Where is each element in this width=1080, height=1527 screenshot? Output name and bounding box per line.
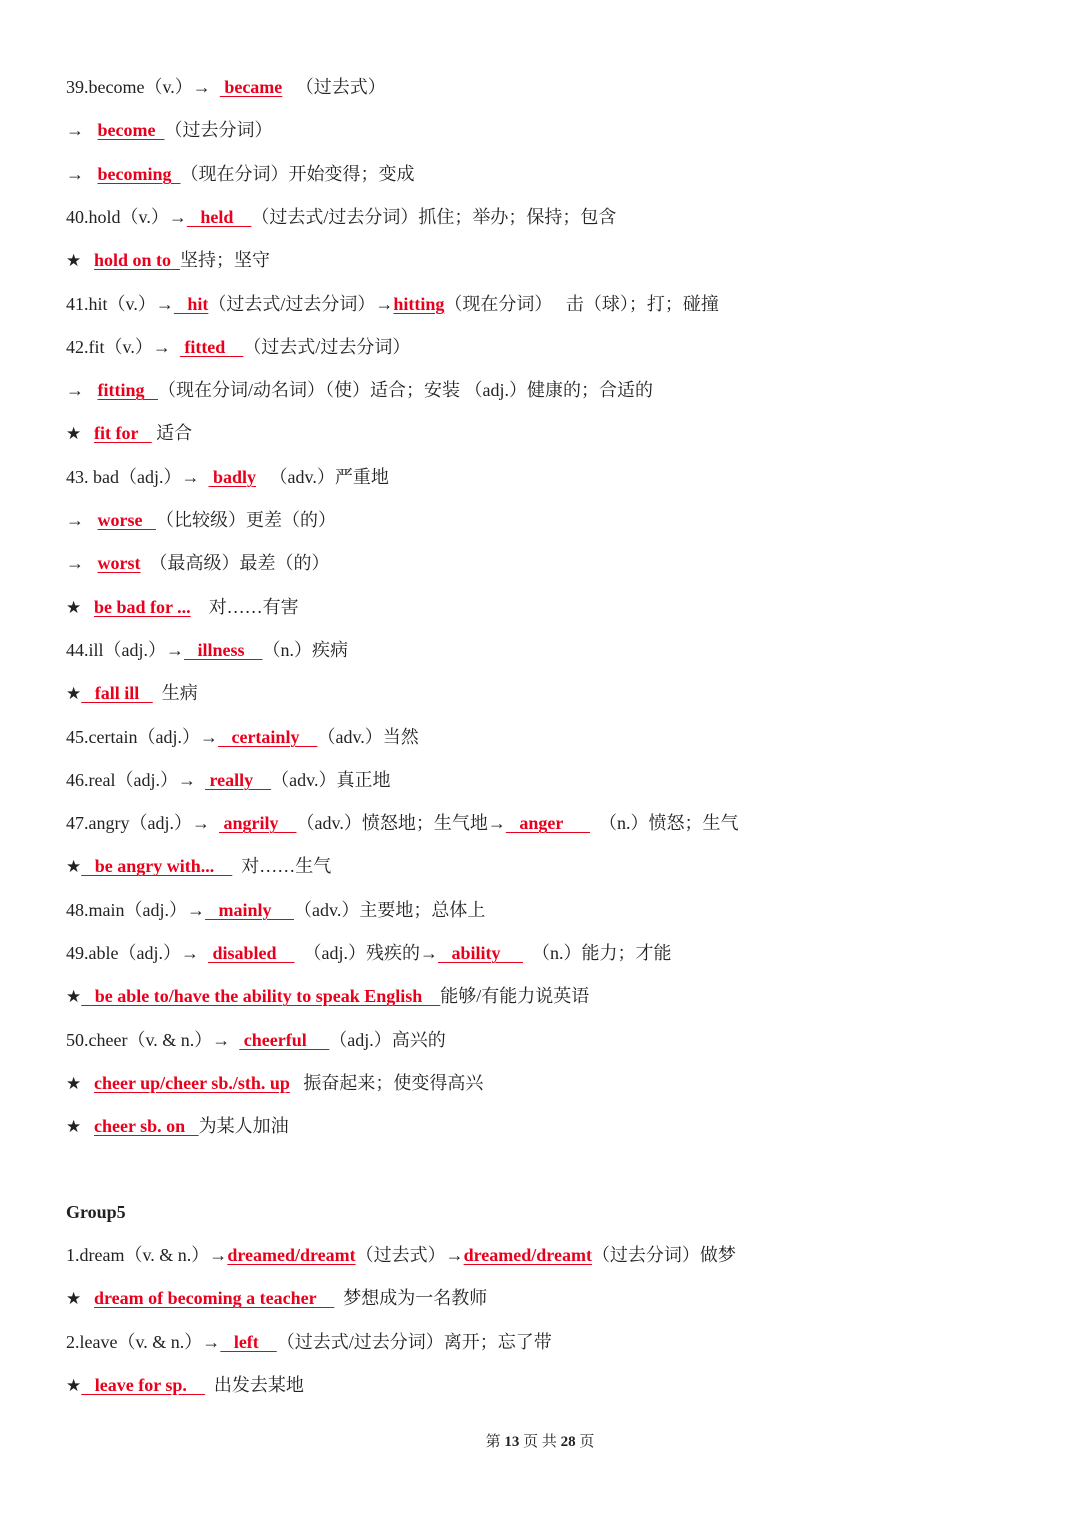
entry-text: （n.）能力；才能 xyxy=(523,943,672,963)
entry-text: （比较级）更差（的） xyxy=(155,510,336,530)
entry-text: ★ xyxy=(66,857,82,877)
entry-line xyxy=(66,768,390,792)
answer-text: be bad for ... xyxy=(94,596,191,617)
entry-line xyxy=(66,595,299,620)
entry-text: 41.hit（v.）→ xyxy=(66,293,174,314)
entry-text: 39.become（v.）→ xyxy=(66,77,220,97)
entry-text: ★ xyxy=(66,1375,82,1395)
answer-text: hold on to xyxy=(94,250,181,271)
entry-text: 为某人加油 xyxy=(198,1116,289,1137)
answer-text: becoming xyxy=(97,163,181,184)
total-pages-number: 28 xyxy=(560,1434,576,1450)
entry-text: （过去式） xyxy=(282,77,386,97)
footer-prefix: 第 xyxy=(485,1434,505,1450)
answer-text: anger xyxy=(505,813,590,834)
answer-text: badly xyxy=(208,466,257,487)
answer-text: cheerful xyxy=(239,1029,330,1050)
entry-line xyxy=(66,248,270,273)
answer-text: worse xyxy=(97,510,156,530)
entry-text: 48.main（adj.）→ xyxy=(66,899,205,920)
entry-line xyxy=(66,335,410,359)
entry-text: （过去式/过去分词）离开；忘了带 xyxy=(276,1331,552,1352)
entry-text: 46.real（adj.）→ xyxy=(66,769,205,790)
entry-text: （adv.）主要地；总体上 xyxy=(294,899,486,920)
answer-text: left xyxy=(220,1331,277,1352)
entry-text: → xyxy=(66,510,98,530)
page-footer xyxy=(0,1432,1080,1452)
entry-text: （现在分词） 击（球）；打；碰撞 xyxy=(444,293,719,314)
answer-text: leave for sp. xyxy=(81,1374,205,1395)
entry-line xyxy=(66,1286,487,1311)
entry-text: 47.angry（adj.）→ xyxy=(66,813,219,834)
entry-text: 出发去某地 xyxy=(204,1374,304,1395)
entry-text: 对……生气 xyxy=(232,856,332,877)
answer-text: be able to/have the ability to speak English xyxy=(81,986,441,1007)
entry-line xyxy=(66,1243,736,1267)
entry-line xyxy=(66,681,198,706)
entry-text: ★ xyxy=(66,1073,94,1093)
answer-text: became xyxy=(219,77,283,97)
answer-text: hitting xyxy=(393,293,445,314)
answer-text: be angry with... xyxy=(81,856,233,877)
answer-text: fitted xyxy=(179,336,244,357)
entry-text: （过去式/过去分词） xyxy=(243,336,411,357)
entry-line xyxy=(66,898,485,922)
entry-text: 振奋起来；使变得高兴 xyxy=(289,1072,484,1093)
entry-line xyxy=(66,551,330,575)
entry-line xyxy=(66,984,589,1009)
entry-text: 生病 xyxy=(152,683,198,704)
entry-line xyxy=(66,1330,552,1354)
entry-text: 50.cheer（v. & n.）→ xyxy=(66,1029,240,1050)
entry-text: ★ xyxy=(66,424,94,444)
current-page-number: 13 xyxy=(504,1434,520,1450)
entry-text: （过去式/过去分词）抓住；举办；保持；包含 xyxy=(251,206,617,227)
entry-line xyxy=(66,508,336,532)
entry-text: 适合 xyxy=(151,423,193,444)
entry-line xyxy=(66,638,348,662)
entry-text: （过去分词）做梦 xyxy=(591,1245,736,1265)
entry-line xyxy=(66,941,672,965)
answer-text: mainly xyxy=(204,899,294,920)
entry-line xyxy=(66,1028,446,1052)
entry-text: 对……有害 xyxy=(190,596,299,617)
answer-text: held xyxy=(186,206,252,227)
entry-line xyxy=(66,1373,304,1398)
entry-line xyxy=(66,292,719,316)
group-heading: Group5 xyxy=(66,1202,126,1222)
entry-text: （n.）疾病 xyxy=(262,639,349,660)
entry-text: ★ xyxy=(66,684,82,704)
entry-line xyxy=(66,725,419,749)
entry-text: （过去分词） xyxy=(164,120,273,141)
entry-line xyxy=(66,118,272,142)
answer-text: worst xyxy=(97,553,141,574)
entry-text: （过去式）→ xyxy=(355,1245,464,1265)
entry-line xyxy=(66,75,386,99)
entry-line xyxy=(66,465,389,489)
entry-text: （adj.）高兴的 xyxy=(329,1029,446,1050)
entry-text: （adv.）严重地 xyxy=(256,466,389,487)
entry-line xyxy=(66,1114,289,1139)
entry-text: 49.able（adj.）→ xyxy=(66,943,208,963)
footer-suffix: 页 xyxy=(575,1434,595,1450)
entry-text: 1.dream（v. & n.）→ xyxy=(66,1245,228,1265)
entry-line xyxy=(66,421,192,446)
entry-text: ★ xyxy=(66,597,94,617)
entry-text: ★ xyxy=(66,987,82,1007)
entry-text: 能够/有能力说英语 xyxy=(440,986,590,1007)
answer-text: cheer sb. on xyxy=(94,1116,199,1137)
entry-text: （最高级）最差（的） xyxy=(140,553,330,574)
entry-line xyxy=(66,1071,483,1096)
answer-text: dream of becoming a teacher xyxy=(94,1288,335,1309)
answer-text: disabled xyxy=(207,943,295,963)
answer-text: illness xyxy=(184,639,263,660)
entry-text: → xyxy=(66,553,98,574)
answer-text: really xyxy=(204,769,272,790)
entry-text: 42.fit（v.）→ xyxy=(66,336,180,357)
answer-text: fitting xyxy=(97,380,158,401)
entry-text: 45.certain（adj.）→ xyxy=(66,726,218,747)
entry-line xyxy=(66,162,415,186)
answer-text: become xyxy=(97,120,165,141)
answer-text: fit for xyxy=(94,423,152,444)
answer-text: fall ill xyxy=(81,683,153,704)
footer-middle: 页 共 xyxy=(519,1434,561,1450)
entry-text: 40.hold（v.）→ xyxy=(66,206,187,227)
entry-text: （过去式/过去分词）→ xyxy=(208,293,394,314)
entry-line xyxy=(66,854,331,879)
answer-text: dreamed/dreamt xyxy=(463,1245,592,1265)
entry-text: 坚持；坚守 xyxy=(180,250,271,271)
entry-line xyxy=(66,205,616,229)
answer-text: certainly xyxy=(217,726,318,747)
entry-text: 44.ill（adj.）→ xyxy=(66,639,184,660)
answer-text: dreamed/dreamt xyxy=(227,1245,356,1265)
entry-text: （n.）愤怒；生气 xyxy=(590,813,739,834)
entry-text: （现在分词）开始变得；变成 xyxy=(180,163,415,184)
entry-line xyxy=(66,811,739,835)
entry-text: （adv.）愤怒地；生气地→ xyxy=(296,813,506,834)
answer-text: hit xyxy=(173,293,209,314)
answer-text: cheer up/cheer sb./sth. up xyxy=(94,1072,290,1093)
entry-text: ★ xyxy=(66,251,94,271)
entry-text: ★ xyxy=(66,1289,94,1309)
entry-text: → xyxy=(66,380,98,401)
entry-text: （adj.）残疾的→ xyxy=(294,943,439,963)
answer-text: ability xyxy=(438,943,524,963)
entry-text: 43. bad（adj.）→ xyxy=(66,466,209,487)
entry-text: → xyxy=(66,163,98,184)
entry-text: （adv.）真正地 xyxy=(271,769,391,790)
entry-text: （现在分词/动名词）（使）适合；安装 （adj.）健康的；合适的 xyxy=(158,380,653,401)
answer-text: angrily xyxy=(218,813,297,834)
entry-line xyxy=(66,378,653,402)
entry-text: 梦想成为一名教师 xyxy=(334,1288,488,1309)
entry-text: 2.leave（v. & n.）→ xyxy=(66,1331,221,1352)
entry-text: → xyxy=(66,120,98,141)
entry-text: ★ xyxy=(66,1117,94,1137)
entry-text: （adv.）当然 xyxy=(317,726,419,747)
